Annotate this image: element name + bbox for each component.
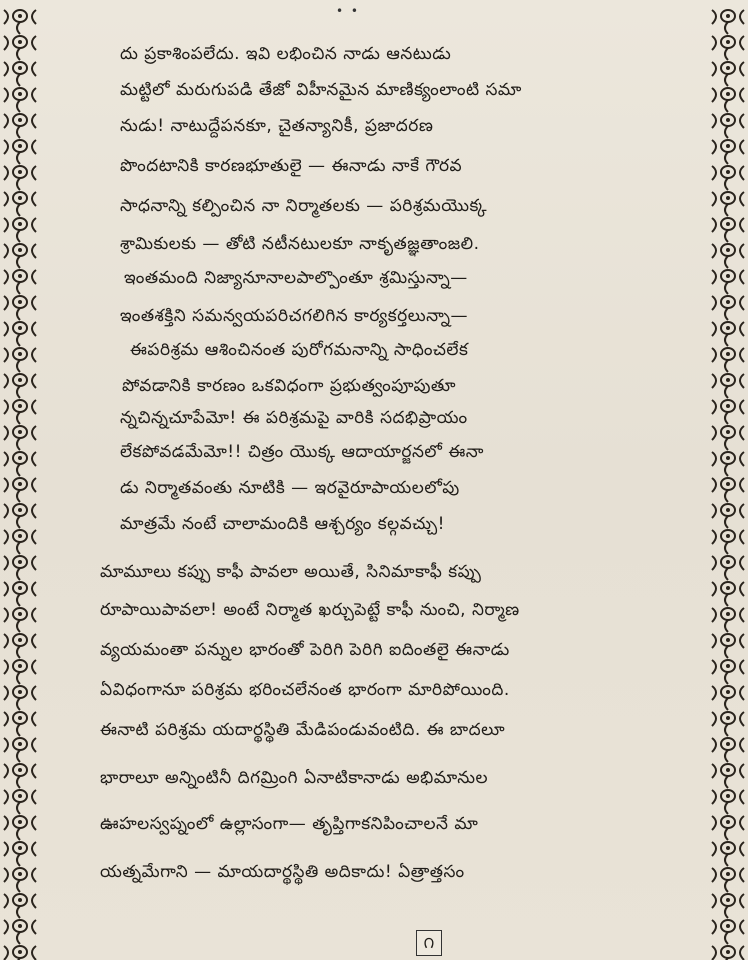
- text-line: ఇంతమంది నిజ్యానూనాలపాల్పొంతూ శ్రమిస్తున్నా—: [124, 268, 468, 288]
- border-ornament: [4, 374, 36, 398]
- border-ornament: [712, 62, 744, 86]
- header-marks: • •: [336, 4, 360, 18]
- border-ornament: [4, 140, 36, 164]
- border-ornament: [712, 946, 744, 960]
- border-ornament: [712, 244, 744, 268]
- border-ornament: [4, 894, 36, 918]
- border-ornament: [4, 712, 36, 736]
- border-ornament: [4, 660, 36, 684]
- border-ornament: [712, 530, 744, 554]
- text-line: వ్యయమంతా పన్నుల భారంతో పెరిగి పెరిగి ఐదింతలై ఈనాడు: [100, 640, 510, 660]
- border-ornament: [712, 478, 744, 502]
- border-ornament: [712, 88, 744, 112]
- text-line: పోవడానికి కారణం ఒకవిధంగా ప్రభుత్వంపూపుతూ: [122, 376, 457, 396]
- text-line: ఊహలస్వప్నంలో ఉల్లాసంగా— తృప్తిగాకనిపించాలనే మా: [100, 814, 479, 834]
- border-ornament: [712, 894, 744, 918]
- border-ornament: [4, 556, 36, 580]
- text-line: భారాలూ అన్నింటినీ దిగమ్రింగి ఏనాటికానాడు అభిమానుల: [100, 768, 489, 788]
- border-ornament: [712, 790, 744, 814]
- text-line: యత్నమేగాని — మాయదార్థస్థితి అదికాదు! ఏత్రాత్తసం: [100, 862, 465, 882]
- border-ornament: [4, 582, 36, 606]
- text-line: ఏవిధంగానూ పరిశ్రమ భరించలేనంత భారంగా మారిపోయింది.: [100, 680, 510, 700]
- border-ornament: [4, 10, 36, 34]
- border-ornament: [4, 452, 36, 476]
- text-line: డు నిర్మాతవంతు నూటికి — ఇరవైరూపాయలలోపు: [120, 478, 460, 498]
- border-ornament: [4, 88, 36, 112]
- border-ornament: [712, 270, 744, 294]
- border-ornament: [4, 114, 36, 138]
- border-ornament: [712, 36, 744, 60]
- border-ornament: [4, 946, 36, 960]
- border-ornament: [4, 244, 36, 268]
- text-line: రూపాయిపావలా! అంటే నిర్మాత ఖర్చుపెట్టే కాఫీ నుంచి, నిర్మాణ: [100, 600, 520, 620]
- border-ornament: [4, 296, 36, 320]
- border-ornament: [4, 764, 36, 788]
- border-ornament: [4, 842, 36, 866]
- border-ornament: [712, 452, 744, 476]
- text-line: నుడు! నాటుద్దేపనకూ, చైతన్యానికీ, ప్రజాదరణ: [120, 116, 434, 136]
- border-ornament: [712, 608, 744, 632]
- border-ornament: [4, 738, 36, 762]
- border-ornament: [712, 296, 744, 320]
- border-ornament: [4, 504, 36, 528]
- border-ornament: [712, 556, 744, 580]
- page-number: ౧: [416, 930, 442, 956]
- border-ornament: [712, 660, 744, 684]
- border-ornament: [4, 36, 36, 60]
- border-ornament: [4, 530, 36, 554]
- border-ornament: [4, 686, 36, 710]
- border-ornament: [4, 348, 36, 372]
- text-line: ఈపరిశ్రమ ఆశించినంత పురోగమనాన్ని సాధించలేక: [130, 340, 469, 360]
- border-ornament: [4, 868, 36, 892]
- border-ornament: [4, 322, 36, 346]
- border-ornament: [712, 582, 744, 606]
- border-ornament: [4, 920, 36, 944]
- border-ornament: [4, 478, 36, 502]
- border-ornament: [712, 166, 744, 190]
- border-ornament: [712, 322, 744, 346]
- text-line: మామూలు కప్పు కాఫీ పావలా అయితే, సినిమాకాఫీ కప్పు: [100, 562, 482, 582]
- border-ornament: [712, 400, 744, 424]
- text-line: దు ప్రకాశింపలేదు. ఇవి లభించిన నాడు ఆనటుడు: [120, 44, 452, 64]
- border-ornament: [4, 400, 36, 424]
- border-ornament: [712, 140, 744, 164]
- border-ornament: [712, 192, 744, 216]
- border-ornament: [4, 634, 36, 658]
- border-ornament: [4, 62, 36, 86]
- border-ornament: [712, 764, 744, 788]
- border-ornament: [712, 634, 744, 658]
- border-ornament: [4, 816, 36, 840]
- border-ornament: [712, 426, 744, 450]
- left-decorative-border: [0, 0, 40, 960]
- border-ornament: [712, 738, 744, 762]
- border-ornament: [4, 270, 36, 294]
- text-line: పొందటానికి కారణభూతులై — ఈనాడు నాకే గౌరవ: [120, 156, 463, 176]
- border-ornament: [712, 218, 744, 242]
- border-ornament: [712, 10, 744, 34]
- border-ornament: [712, 114, 744, 138]
- border-ornament: [712, 920, 744, 944]
- border-ornament: [712, 504, 744, 528]
- border-ornament: [4, 166, 36, 190]
- text-line: సాధనాన్ని కల్పించిన నా నిర్మాతలకు — పరిశ్రమయొక్క: [120, 196, 488, 216]
- text-line: మాత్రమే నంటే చాలామందికి ఆశ్చర్యం కల్గవచ్చు!: [120, 514, 445, 534]
- border-ornament: [4, 608, 36, 632]
- border-ornament: [712, 868, 744, 892]
- border-ornament: [4, 192, 36, 216]
- border-ornament: [712, 816, 744, 840]
- text-line: ఇంతశక్తిని సమన్వయపరిచగలిగిన కార్యకర్తలున్నా—: [120, 306, 469, 326]
- text-line: ఈనాటి పరిశ్రమ యదార్థస్థితి మేడిపండువంటిది. ఈ బాదలూ: [100, 720, 506, 740]
- text-line: శ్రామికులకు — తోటి నటీనటులకూ నాకృతజ్ఞతాంజలి.: [120, 234, 480, 254]
- border-ornament: [4, 218, 36, 242]
- border-ornament: [712, 842, 744, 866]
- border-ornament: [712, 374, 744, 398]
- border-ornament: [712, 712, 744, 736]
- border-ornament: [4, 426, 36, 450]
- right-decorative-border: [708, 0, 748, 960]
- border-ornament: [712, 348, 744, 372]
- text-line: న్నచిన్నచూపేమో! ఈ పరిశ్రమపై వారికి సదభిప్రాయం: [120, 408, 468, 428]
- border-ornament: [4, 790, 36, 814]
- border-ornament: [712, 686, 744, 710]
- text-line: మట్టిలో మరుగుపడి తేజో విహీనమైన మాణిక్యంలాంటి సమా: [120, 80, 522, 100]
- text-line: లేకపోవడమేమో!! చిత్రం యొక్క ఆదాయార్జనలో ఈనా: [120, 442, 484, 462]
